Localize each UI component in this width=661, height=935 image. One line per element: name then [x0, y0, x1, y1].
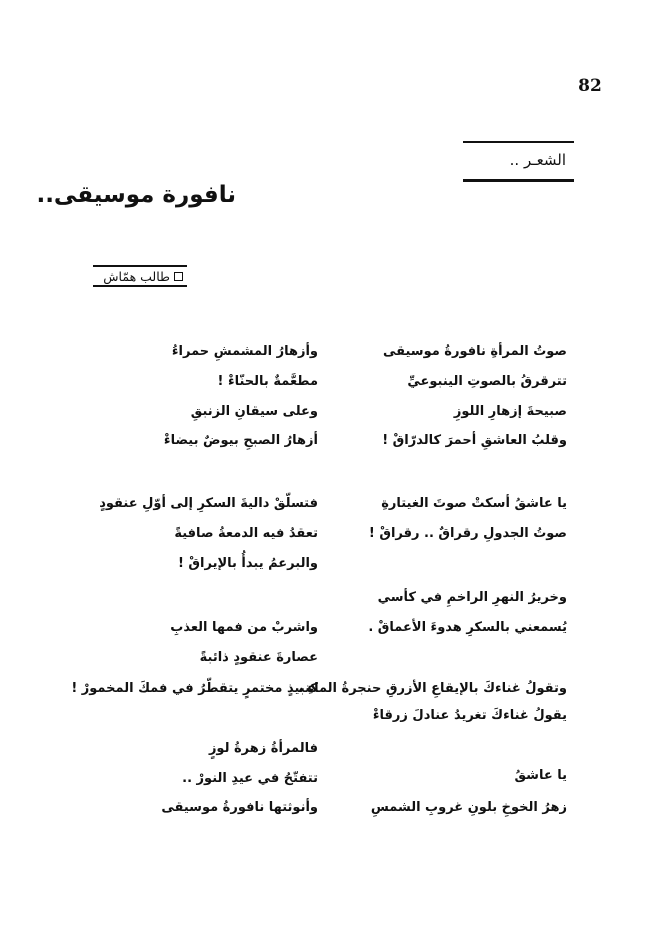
verse-line: والبرعمُ يبدأُ بالإيراقْ ! [177, 556, 318, 571]
page-number: 82 [578, 76, 602, 96]
verse-line: وعلى سيقانِ الزنبقِ [190, 404, 318, 419]
verse-line: مطعَّمةٌ بالحنّاءْ ! [217, 374, 318, 389]
verse-line: تترقرقُ بالصوتِ الينبوعيِّ [407, 374, 567, 389]
verse-line: وتقولُ غناءكَ بالإيقاعِ الأزرقِ حنجرةُ الماءِ ، [297, 681, 567, 696]
author-byline [93, 265, 187, 287]
author-name: طالب همّاش [103, 268, 170, 284]
verse-line: وأزهارُ المشمشِ حمراءُ [171, 344, 318, 359]
verse-line: عصارةَ عنقودٍ ذائبةً [199, 650, 318, 665]
verse-line: يُسمعني بالسكرِ هدوءَ الأعماقْ . [368, 620, 567, 635]
verse-line: صوتُ الجدولِ رقراقٌ .. رقراقْ ! [368, 526, 567, 541]
verse-line: تتفتّحُ في عيدِ النورْ .. [182, 771, 318, 786]
section-label: الشعـر .. [509, 151, 566, 169]
verse-line: وقلبُ العاشقِ أحمرَ كالدرّاقْ ! [382, 433, 567, 448]
verse-line: وخريرُ النهرِ الراخمِ في كأسي [377, 590, 567, 605]
verse-line: صبيحةَ إزهارِ اللوزِ [453, 404, 567, 419]
verse-line: تعقدُ فيه الدمعةُ صافيةً [174, 526, 318, 541]
verse-line: أزهارُ الصبحِ بيوضٌ بيضاءْ [163, 433, 318, 448]
square-bullet-icon [174, 272, 183, 281]
section-header-box [463, 141, 574, 182]
verse-line: فالمرأةُ زهرةُ لوزٍ [208, 741, 318, 756]
verse-line: وأنوثتها نافورةُ موسيقى [161, 800, 318, 815]
verse-line: صوتُ المرأةِ نافورةُ موسيقى [382, 344, 567, 359]
verse-line: يقولُ غناءكَ تغريدُ عنادلَ زرقاءْ [372, 708, 567, 723]
verse-line: واشربْ من فمها العذبِ [170, 620, 318, 635]
verse-line: فتسلّقْ داليةَ السكرِ إلى أوّلِ عنقودٍ [99, 496, 318, 511]
poem-title: نافورة موسيقى.. [36, 182, 236, 208]
verse-line: كنبيذٍ مختمرٍ يتقطّرُ في فمكَ المخمورْ ! [71, 681, 318, 696]
verse-line: يا عاشقُ [514, 768, 567, 783]
verse-line: زهرُ الخوخِ بلونِ غروبِ الشمسِ [370, 800, 567, 815]
verse-line: يا عاشقُ أسكتْ صوتَ الغيتارةِ [381, 496, 567, 511]
